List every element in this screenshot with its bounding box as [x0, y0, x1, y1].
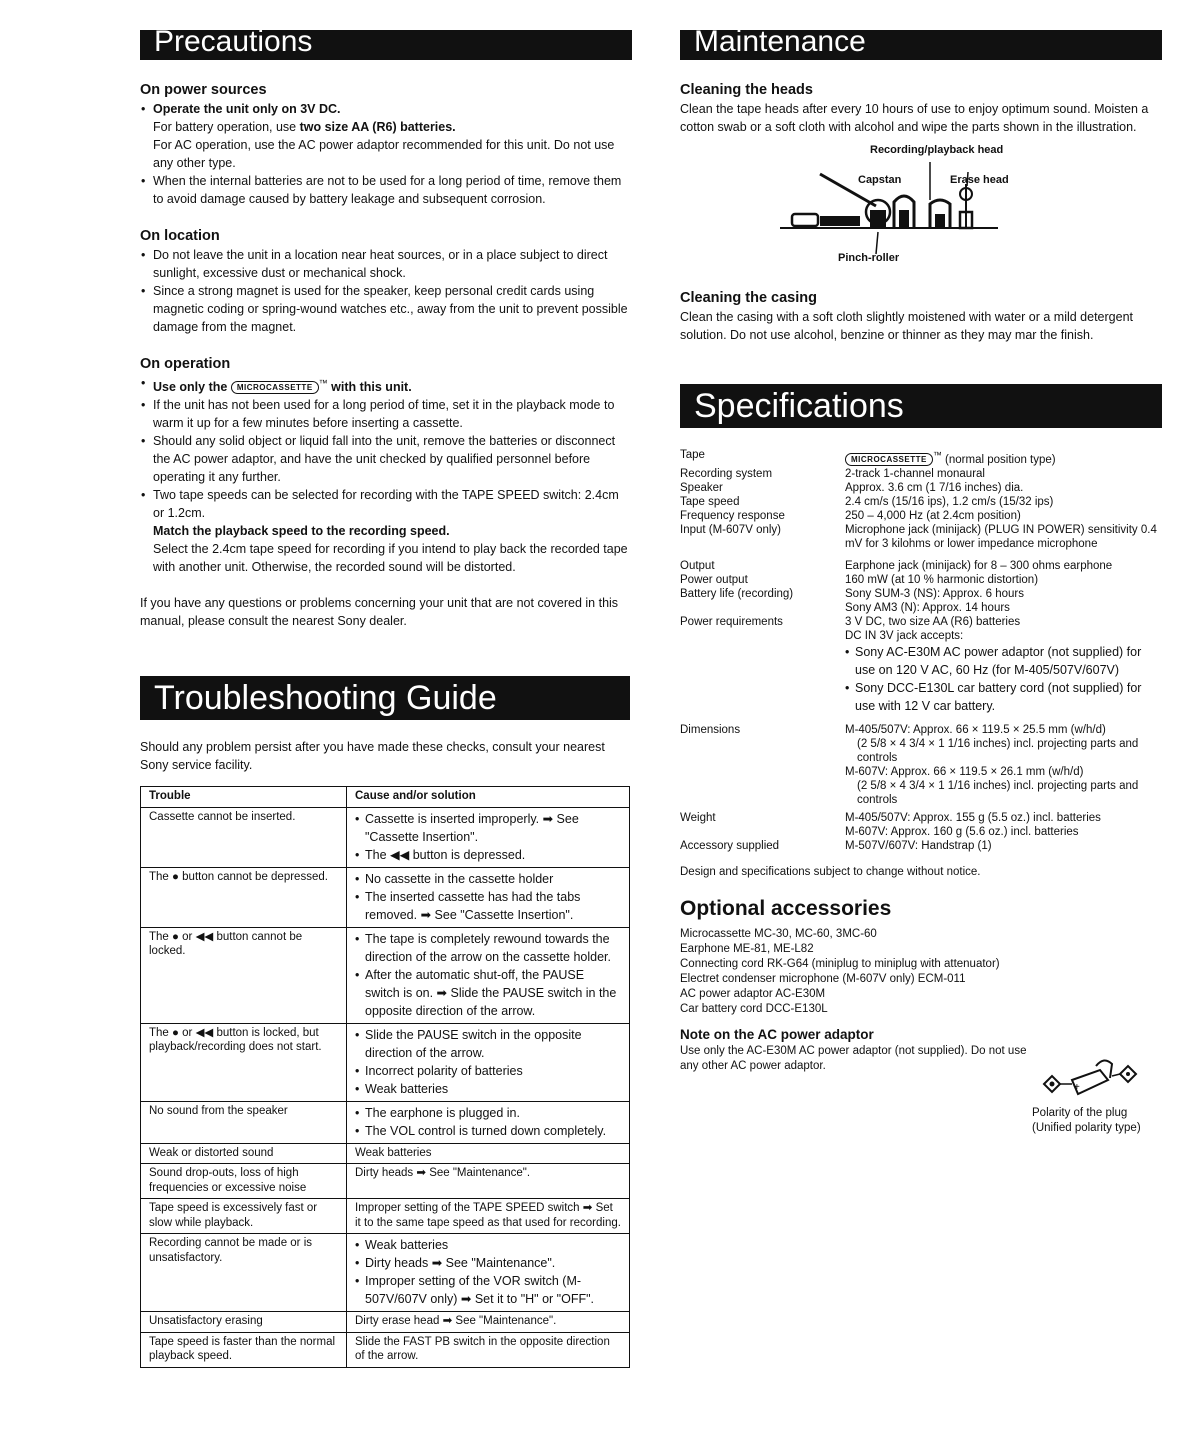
trouble-cell: Sound drop-outs, loss of high frequencies or excessive noise — [141, 1164, 347, 1199]
specifications-banner — [680, 384, 1162, 428]
trouble-cell: Weak or distorted sound — [141, 1143, 347, 1164]
spec-value-line: Sony SUM-3 (NS): Approx. 6 hours — [845, 587, 1024, 600]
cause-cell — [347, 1101, 630, 1143]
table-row — [680, 587, 1162, 615]
list-item: • The tape is completely rewound towards the direction of the arrow on the cassette holder. — [355, 930, 621, 966]
operation-b4: Two tape speeds can be selected for recording with the TAPE SPEED switch: 2.4cm or 1.2cm. — [153, 488, 619, 521]
table-row — [680, 495, 1162, 509]
table-row — [141, 807, 630, 867]
table-row — [141, 1164, 630, 1199]
trouble-cell: Cassette cannot be inserted. — [141, 807, 347, 867]
cause-list — [355, 870, 621, 924]
erase-head-label: Erase head — [950, 174, 1009, 186]
list-item: • Should any solid object or liquid fall into the unit, remove the batteries or disconnect the AC power adaptor, and have the unit checked by qualified personnel before operating it any further. — [140, 432, 632, 486]
table-row — [680, 839, 1162, 853]
list-item: • Since a strong magnet is used for the speaker, keep personal credit cards using magnetic coding or spring-wound watches etc., away from the unit to prevent possible damage from the magnet. — [140, 282, 632, 336]
table-row — [680, 467, 1162, 481]
spec-key: Power output — [680, 573, 748, 586]
spec-value: 2-track 1-channel monaural — [845, 467, 985, 480]
power-req-list — [845, 643, 1162, 715]
trouble-cell: The ● or ◀◀ button is locked, but playback/recording does not start. — [141, 1023, 347, 1101]
spec-key: Recording system — [680, 467, 773, 480]
cause-cell: Slide the FAST PB switch in the opposite direction of the arrow. — [347, 1332, 630, 1367]
spec-value: 160 mW (at 10 % harmonic distortion) — [845, 573, 1039, 586]
troubleshooting-title: Troubleshooting Guide — [154, 679, 497, 718]
ac-note-section — [680, 1044, 1162, 1136]
cause-cell — [347, 927, 630, 1023]
operation-b4-tail: Select the 2.4cm tape speed for recording if you intend to play back the recorded tape with another unit. Otherwise, the recorded sound will be distorted. — [153, 542, 628, 575]
optional-accessories-list — [680, 927, 1162, 1017]
location-list — [140, 246, 632, 336]
spec-value: Microphone jack (minijack) (PLUG IN POWER) sensitivity 0.4 mV for 3 kilohms or lower impedance microphone — [845, 523, 1157, 550]
cause-list — [355, 1236, 621, 1308]
trouble-cell: Recording cannot be made or is unsatisfactory. — [141, 1234, 347, 1312]
spec-value-line: (2 5/8 × 4 3/4 × 1 1/16 inches) incl. projecting parts and controls — [857, 737, 1139, 764]
spec-value-line: M-607V: Approx. 160 g (5.6 oz.) incl. batteries — [845, 825, 1079, 838]
cause-cell — [347, 807, 630, 867]
spec-key: Frequency response — [680, 509, 785, 522]
tape-head-diagram — [680, 136, 1162, 288]
list-item: • Slide the PAUSE switch in the opposite direction of the arrow. — [355, 1026, 621, 1062]
spec-key: Dimensions — [680, 723, 741, 736]
cleaning-casing-heading: Cleaning the casing — [680, 290, 817, 306]
polarity-label: (Unified polarity type) — [1032, 1121, 1141, 1134]
list-item: • Incorrect polarity of batteries — [355, 1062, 621, 1080]
table-row — [680, 559, 1162, 573]
spec-key: Power requirements — [680, 615, 783, 628]
cause-cell: Dirty heads ➡ See "Maintenance". — [347, 1164, 630, 1199]
microcassette-logo: MICROCASSETTE — [231, 381, 319, 394]
spec-value — [845, 811, 1162, 839]
table-row — [680, 811, 1162, 839]
spec-key: Tape speed — [680, 495, 740, 508]
list-item: • If the unit has not been used for a long period of time, set it in the playback mode to warm it up for a few minutes before inserting a cassette. — [140, 396, 632, 432]
cause-cell — [347, 1234, 630, 1312]
spec-value-line: Sony AM3 (N): Approx. 14 hours — [845, 601, 1010, 614]
cause-cell: Improper setting of the TAPE SPEED switch ➡ Set it to the same tape speed as that used for recording. — [347, 1199, 630, 1234]
power-b1-lead: Operate the unit only on 3V DC. — [153, 102, 341, 116]
table-row — [141, 927, 630, 1023]
spec-key: Weight — [680, 811, 716, 824]
table-row — [141, 1312, 630, 1333]
spec-value-line: (2 5/8 × 4 3/4 × 1 1/16 inches) incl. projecting parts and controls — [857, 779, 1139, 806]
troubleshooting-body — [141, 807, 630, 1367]
list-item: • Sony AC-E30M AC power adaptor (not supplied) for use on 120 V AC, 60 Hz (for M-405/507V/607V) — [845, 643, 1162, 679]
spec-value: M-507V/607V: Handstrap (1) — [845, 839, 992, 852]
list-item — [140, 486, 632, 576]
cause-cell: Dirty erase head ➡ See "Maintenance". — [347, 1312, 630, 1333]
list-item: • Weak batteries — [355, 1080, 621, 1098]
trademark-icon: ™ — [932, 450, 942, 460]
specifications-table — [680, 448, 1162, 853]
table-row — [141, 1101, 630, 1143]
right-column — [680, 30, 1162, 1136]
spec-value-line: M-405/507V: Approx. 155 g (5.5 oz.) incl. batteries — [845, 811, 1101, 824]
spec-value — [845, 723, 1162, 811]
list-item: • Sony DCC-E130L car battery cord (not supplied) for use with 12 V car battery. — [845, 679, 1162, 715]
list-item: • The inserted cassette has had the tabs removed. ➡ See "Cassette Insertion". — [355, 888, 621, 924]
svg-text:+: + — [1074, 1081, 1080, 1093]
table-row — [141, 1199, 630, 1234]
ac-note-heading: Note on the AC power adaptor — [680, 1026, 874, 1042]
list-item: • No cassette in the cassette holder — [355, 870, 621, 888]
trouble-cell: Tape speed is excessively fast or slow while playback. — [141, 1199, 347, 1234]
trouble-cell: The ● button cannot be depressed. — [141, 867, 347, 927]
power-b1-l2-bold: two size AA (R6) batteries. — [299, 120, 456, 134]
ac-note-text: Use only the AC-E30M AC power adaptor (not supplied). Do not use any other AC power adaptor. — [680, 1044, 1027, 1072]
polarity-label: Polarity of the plug — [1032, 1106, 1128, 1119]
left-column — [140, 30, 632, 1368]
col-trouble: Trouble — [141, 787, 347, 808]
spec-value-line: DC IN 3V jack accepts: — [845, 629, 964, 642]
list-item: AC power adaptor AC-E30M — [680, 987, 826, 1000]
table-row — [680, 448, 1162, 467]
list-item: • The ◀◀ button is depressed. — [355, 846, 621, 864]
cause-list — [355, 1026, 621, 1098]
list-item: • Weak batteries — [355, 1236, 621, 1254]
cleaning-heads-heading: Cleaning the heads — [680, 82, 813, 98]
spec-value: Earphone jack (minijack) for 8 – 300 ohms earphone — [845, 559, 1113, 572]
spec-key: Accessory supplied — [680, 839, 780, 852]
spec-key: Input (M-607V only) — [680, 523, 781, 536]
table-row — [680, 523, 1162, 559]
power-b1-l2-pre: For battery operation, use — [153, 120, 300, 134]
list-item: • When the internal batteries are not to be used for a long period of time, remove them to avoid damage caused by battery leakage and subsequent corrosion. — [140, 172, 632, 208]
spec-value: 250 – 4,000 Hz (at 2.4cm position) — [845, 509, 1021, 522]
spec-key: Tape — [680, 449, 705, 461]
spec-value: 2.4 cm/s (15/16 ips), 1.2 cm/s (15/32 ips) — [845, 495, 1054, 508]
operation-list — [140, 374, 632, 576]
list-item: Connecting cord RK-G64 (miniplug to miniplug with attenuator) — [680, 957, 1000, 970]
spec-value-line: M-607V: Approx. 66 × 119.5 × 26.1 mm (w/h/d) — [845, 765, 1084, 778]
spec-value-text: (normal position type) — [945, 453, 1056, 466]
col-cause: Cause and/or solution — [347, 787, 630, 808]
cleaning-casing-text: Clean the casing with a soft cloth slightly moistened with water or a mild detergent solution. Do not use alcohol, benzine or thinner as they may mar the finish. — [680, 310, 1134, 342]
polarity-caption — [1032, 1106, 1141, 1136]
list-item: Electret condenser microphone (M-607V only) ECM-011 — [680, 972, 966, 985]
recording-head-label: Recording/playback head — [870, 144, 1004, 156]
trouble-cell: No sound from the speaker — [141, 1101, 347, 1143]
capstan-label: Capstan — [858, 174, 902, 186]
precautions-title: Precautions — [154, 30, 313, 58]
list-item: • The earphone is plugged in. — [355, 1104, 621, 1122]
trademark-icon: ™ — [318, 378, 328, 388]
precautions-closing: If you have any questions or problems concerning your unit that are not covered in this manual, please consult the nearest Sony dealer. — [140, 596, 619, 629]
tape-head-illustration — [680, 136, 1162, 288]
operation-b4-bold: Match the playback speed to the recording speed. — [153, 524, 450, 539]
spec-key: Output — [680, 559, 715, 572]
polarity-plug-icon — [1040, 1050, 1140, 1106]
list-item: • Dirty heads ➡ See "Maintenance". — [355, 1254, 621, 1272]
table-row — [141, 867, 630, 927]
table-row — [680, 509, 1162, 523]
cause-list — [355, 930, 621, 1020]
operation-b1-pre: Use only the — [153, 380, 228, 395]
table-row — [680, 573, 1162, 587]
spec-value-line: 3 V DC, two size AA (R6) batteries — [845, 615, 1021, 628]
spec-value — [845, 587, 1162, 615]
table-row — [141, 1332, 630, 1367]
trouble-cell: Unsatisfactory erasing — [141, 1312, 347, 1333]
list-item: • The VOL control is turned down completely. — [355, 1122, 621, 1140]
table-header-row — [141, 787, 630, 808]
list-item — [140, 374, 632, 396]
specifications-title: Specifications — [694, 387, 904, 425]
table-row — [680, 481, 1162, 495]
cause-cell: Weak batteries — [347, 1143, 630, 1164]
cleaning-heads-text: Clean the tape heads after every 10 hours of use to enjoy optimum sound. Moisten a cotton swab or a soft cloth with alcohol and wipe the parts shown in the illustration. — [680, 102, 1149, 134]
troubleshooting-table — [140, 786, 630, 1368]
spec-value — [845, 448, 1162, 467]
troubleshooting-banner — [140, 676, 630, 720]
list-item: • Improper setting of the VOR switch (M-507V/607V only) ➡ Set it to "H" or "OFF". — [355, 1272, 621, 1308]
table-row — [141, 1143, 630, 1164]
power-sources-heading: On power sources — [140, 82, 267, 98]
cause-list — [355, 1104, 621, 1140]
location-heading: On location — [140, 228, 220, 244]
table-row — [680, 615, 1162, 723]
optional-accessories-heading: Optional accessories — [680, 896, 892, 920]
spec-key: Speaker — [680, 481, 723, 494]
cause-cell — [347, 867, 630, 927]
spec-value-line: M-405/507V: Approx. 66 × 119.5 × 25.5 mm (w/h/d) — [845, 723, 1106, 736]
maintenance-banner — [680, 30, 1162, 60]
list-item: • After the automatic shut-off, the PAUSE switch is on. ➡ Slide the PAUSE switch in the opposite direction of the arrow. — [355, 966, 621, 1020]
maintenance-title: Maintenance — [694, 30, 866, 58]
specifications-note: Design and specifications subject to change without notice. — [680, 865, 981, 878]
power-sources-list — [140, 100, 632, 208]
spec-value — [845, 615, 1162, 723]
operation-heading: On operation — [140, 356, 231, 372]
cause-cell — [347, 1023, 630, 1101]
table-row — [141, 1234, 630, 1312]
trouble-cell: The ● or ◀◀ button cannot be locked. — [141, 927, 347, 1023]
troubleshooting-intro: Should any problem persist after you have made these checks, consult your nearest Sony service facility. — [140, 740, 605, 773]
list-item: • Do not leave the unit in a location near heat sources, or in a place subject to direct sunlight, excessive dust or mechanical shock. — [140, 246, 632, 282]
table-row — [141, 1023, 630, 1101]
table-row — [680, 723, 1162, 811]
precautions-banner — [140, 30, 632, 60]
list-item: Earphone ME-81, ME-L82 — [680, 942, 814, 955]
list-item — [140, 100, 632, 172]
list-item: • Cassette is inserted improperly. ➡ See "Cassette Insertion". — [355, 810, 621, 846]
list-item: Microcassette MC-30, MC-60, 3MC-60 — [680, 927, 877, 940]
list-item: Car battery cord DCC-E130L — [680, 1002, 828, 1015]
power-b1-l3: For AC operation, use the AC power adaptor recommended for this unit. Do not use any other type. — [153, 138, 615, 170]
microcassette-logo: MICROCASSETTE — [845, 453, 933, 466]
cause-list — [355, 810, 621, 864]
spec-value: Approx. 3.6 cm (1 7/16 inches) dia. — [845, 481, 1024, 494]
spec-key: Battery life (recording) — [680, 587, 794, 600]
pinch-roller-label: Pinch-roller — [838, 252, 900, 264]
operation-b1-post: with this unit. — [331, 380, 412, 395]
trouble-cell: Tape speed is faster than the normal playback speed. — [141, 1332, 347, 1367]
